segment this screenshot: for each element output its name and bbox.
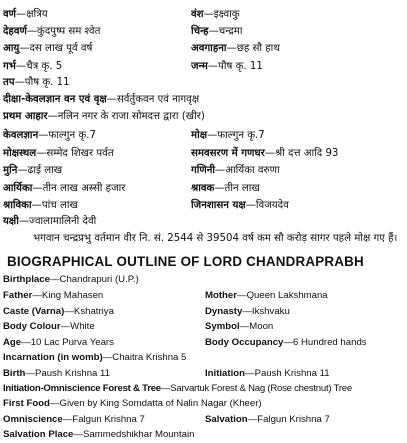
field [3, 414, 205, 425]
field-separator: — [17, 165, 28, 177]
field-label: श्राविका [3, 199, 32, 211]
field-value: फाल्गुन कृ.7 [48, 130, 96, 142]
field-separator: — [21, 336, 31, 348]
field-label: जन्म [191, 60, 208, 72]
field-separator: — [245, 199, 256, 211]
field-value: फाल्गुन कृ.7 [217, 130, 265, 142]
field-separator: — [102, 351, 113, 363]
field-value: Chaitra Krishna 5 [112, 351, 187, 363]
detail-row-pair [3, 4, 407, 21]
field-separator: — [32, 182, 43, 194]
field-label: Body Occupancy [205, 336, 284, 348]
field-value: क्षत्रिय [26, 8, 48, 20]
field-value: विजयदेव [255, 199, 289, 211]
field-label: Birth [3, 367, 26, 379]
field [205, 321, 407, 332]
field-separator: — [47, 111, 58, 123]
detail-row [3, 108, 407, 125]
field-label: प्रथम आहार [3, 111, 48, 123]
field-label: Mother [205, 290, 237, 302]
field [3, 127, 191, 141]
detail-row-pair [3, 56, 407, 73]
field-label: आर्यिका [3, 182, 33, 194]
field [205, 368, 407, 379]
field [191, 197, 407, 211]
field-label: गणिनी [191, 165, 216, 177]
field-label: First Food [3, 398, 50, 410]
field [3, 337, 205, 348]
field [3, 321, 205, 332]
field-value: श्री दत्त आदि 93 [274, 147, 339, 159]
field-value: दस लाख पूर्व वर्ष [29, 43, 93, 55]
field [191, 162, 407, 176]
field-separator: — [26, 26, 38, 38]
field-label: अवगाहना [191, 43, 227, 55]
field [3, 58, 191, 72]
field-value: नलिन नगर के राजा सोमदत्त द्वारा (खीर) [57, 111, 205, 123]
field [3, 216, 96, 227]
field [3, 111, 205, 122]
field-label: आयु [3, 43, 20, 55]
detail-row-pair [3, 161, 407, 178]
field-separator: — [242, 305, 252, 317]
detail-row-pair [3, 319, 407, 335]
field-label: केवलज्ञान [3, 130, 39, 142]
field-label: Initiation [205, 367, 245, 379]
field [191, 180, 407, 194]
field-separator: — [247, 414, 258, 426]
field-value: Paush Krishna 11 [34, 367, 111, 379]
field-label: Salvation Place [3, 429, 74, 441]
hindi-paragraph-line2: मोक्ष गए हैं। [354, 233, 398, 245]
field-value: कुंदपुष्प सम श्वेत [37, 26, 101, 38]
english-heading: BIOGRAPHICAL OUTLINE OF LORD CHANDRAPRABH [7, 254, 364, 270]
field-label: श्रावक [191, 182, 215, 194]
field [3, 352, 186, 363]
field-value: चन्द्रमा [218, 26, 243, 38]
detail-row-pair [3, 365, 407, 381]
field-value: Falgun Krishna 7 [257, 414, 330, 426]
field-separator: — [16, 8, 27, 20]
field-separator: — [36, 147, 47, 159]
field-value: Chandrapuri (U.P.) [59, 274, 139, 286]
field-label: देहवर्ण [3, 26, 27, 38]
field-label: Body Colour [3, 321, 61, 333]
field-value: King Mahasen [41, 290, 104, 302]
field [3, 40, 191, 54]
field [3, 162, 191, 176]
field-value: तीन लाख अस्सी हजार [42, 182, 126, 194]
field [191, 127, 407, 141]
field-value: Given by King Somdatta of Nalin Nagar (Kheer) [59, 398, 262, 410]
field [3, 23, 191, 37]
field-value: 10 Lac Purva Years [30, 336, 114, 348]
field-separator: — [15, 60, 27, 72]
field-label: चिन्ह [191, 26, 209, 38]
field-value: आर्यिका वरुणा [225, 165, 280, 177]
field-label: तप [3, 76, 15, 88]
field-separator: — [62, 414, 73, 426]
field-value: Sarvartuk Forest & Nag (Rose chestnut) Tree [170, 382, 352, 394]
field-separator: — [18, 215, 30, 227]
field [191, 23, 407, 37]
field [3, 145, 191, 159]
detail-row-pair [3, 143, 407, 160]
field [205, 337, 407, 348]
field-label: Age [3, 336, 22, 348]
field-label: जिनशासन यक्ष [191, 199, 246, 211]
field-separator: — [207, 60, 219, 72]
detail-row-pair [3, 126, 407, 143]
field-separator: — [264, 147, 275, 159]
field-label: Omniscience [3, 414, 63, 426]
field-label: Father [3, 290, 33, 302]
detail-row-pair [3, 39, 407, 56]
field-separator: — [215, 165, 226, 177]
field-label: मोक्ष [191, 130, 208, 142]
detail-row [3, 381, 407, 397]
field-separator: — [239, 321, 250, 333]
field-label: मुनि [3, 165, 18, 177]
field-separator: — [226, 43, 237, 55]
detail-row [3, 272, 407, 288]
detail-row [3, 396, 407, 412]
field-value: Falgun Krishna 7 [72, 414, 145, 426]
field-label: समवसरण में गणधर [191, 147, 265, 159]
field-value: Queen Lakshmana [246, 290, 328, 302]
field [191, 145, 407, 159]
field-separator: — [160, 382, 171, 394]
detail-row-pair [3, 412, 407, 428]
field-value: सम्मेद शिखर पर्वत [46, 147, 114, 159]
english-details-section [3, 272, 407, 443]
field-separator: — [203, 8, 214, 20]
detail-row-pair [3, 288, 407, 304]
field-label: गर्भ [3, 60, 16, 72]
field-label: मोक्षस्थल [3, 147, 37, 159]
hindi-paragraph [3, 230, 407, 247]
field-label: Incarnation (in womb) [3, 351, 103, 363]
field-separator: — [49, 398, 60, 410]
field [3, 197, 191, 211]
field-separator: — [19, 43, 30, 55]
detail-row [3, 74, 407, 91]
field-separator: — [64, 305, 74, 317]
field-label: Initiation-Omniscience Forest & Tree [3, 382, 161, 394]
detail-row-pair [3, 195, 407, 212]
field-value: छह सौ हाथ [236, 43, 280, 55]
field-value: इक्ष्वाकु [213, 8, 240, 20]
field-label: वंश [191, 8, 204, 20]
field-value: Kshatriya [73, 305, 114, 317]
field [3, 94, 199, 105]
field-value: सर्वर्तुकवन एवं नागवृक्ष [116, 93, 200, 105]
field [3, 77, 70, 88]
detail-row [3, 213, 407, 230]
field-separator: — [49, 274, 60, 286]
field [3, 274, 139, 285]
field-separator: — [14, 76, 25, 88]
field-separator: — [283, 336, 293, 348]
field-value: ज्वालामालिनी देवी [29, 215, 97, 227]
field [205, 306, 407, 317]
field-value: Moon [249, 321, 274, 333]
field-label: दीक्षा-केवलज्ञान वन एवं वृक्ष [3, 93, 107, 105]
field-separator: — [73, 429, 83, 441]
field-separator: — [31, 199, 42, 211]
detail-row [3, 91, 407, 108]
field-separator: — [208, 26, 219, 38]
field-separator: — [244, 367, 255, 379]
field-value: पौष कृ. 11 [218, 60, 263, 72]
field-value: 6 Hundred hands [292, 336, 367, 348]
field [3, 429, 194, 440]
field-label: वर्ण [3, 8, 17, 20]
field [191, 40, 407, 54]
field-value: चैत्र कृ. 5 [26, 60, 63, 72]
hindi-details-section [3, 4, 407, 230]
field-separator: — [38, 130, 49, 142]
detail-row [3, 350, 407, 366]
field-separator: — [236, 290, 247, 302]
detail-row-pair [3, 303, 407, 319]
field-separator: — [214, 182, 225, 194]
hindi-paragraph-line1: भगवान चन्द्रप्रभु वर्तमान वीर नि. सं. 2544 से 39504 वर्ष कम सौ करोड़ सागर पहले [33, 233, 351, 245]
field-label: Salvation [205, 414, 248, 426]
field-value: Ikshvaku [251, 305, 290, 317]
field-value: Sammedshikhar Mountain [82, 429, 195, 441]
field-label: यक्षी [3, 215, 19, 227]
field-separator: — [32, 290, 42, 302]
field [191, 58, 407, 72]
field-label: Symbol [205, 321, 240, 333]
detail-row-pair [3, 334, 407, 350]
field-separator: — [207, 130, 218, 142]
detail-row-pair [3, 21, 407, 38]
field-label: Caste (Varna) [3, 305, 65, 317]
field [205, 414, 407, 425]
field [3, 180, 191, 194]
field-label: Dynasty [205, 305, 243, 317]
field-value: तीन लाख [224, 182, 260, 194]
detail-row [3, 427, 407, 443]
field-separator: — [106, 93, 117, 105]
field-separator: — [60, 321, 71, 333]
field [205, 290, 407, 301]
field-value: पांच लाख [41, 199, 78, 211]
field-value: White [70, 321, 95, 333]
field [3, 383, 352, 394]
field [3, 368, 205, 379]
field-value: Paush Krishna 11 [254, 367, 330, 379]
field-value: पौष कृ. 11 [24, 76, 70, 88]
detail-row-pair [3, 178, 407, 195]
field-label: Birthplace [3, 274, 50, 286]
field [3, 398, 262, 409]
field-value: ढाई लाख [27, 165, 63, 177]
field [3, 6, 191, 20]
field-separator: — [25, 367, 35, 379]
field [3, 306, 205, 317]
field [191, 6, 407, 20]
field [3, 290, 205, 301]
